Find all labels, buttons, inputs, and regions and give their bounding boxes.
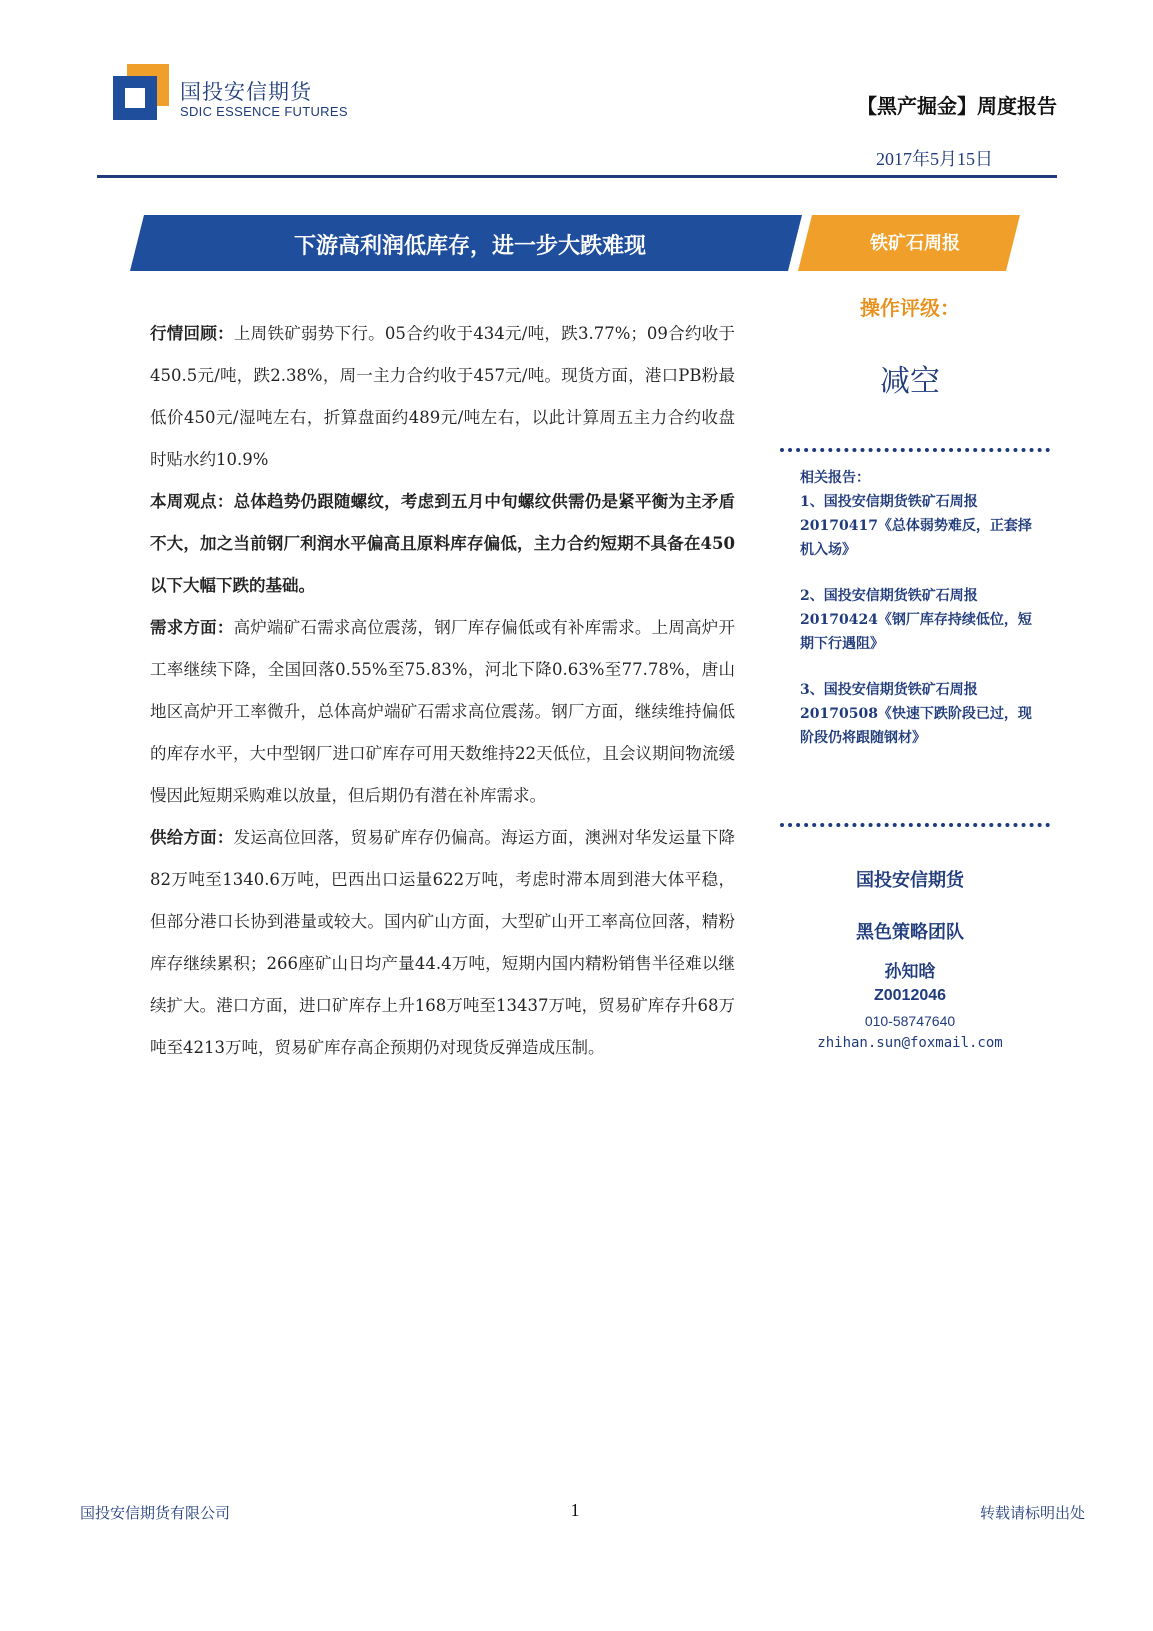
rating-value: 减空 — [880, 364, 940, 399]
related-reports — [800, 466, 1045, 750]
demand-paragraph — [150, 607, 735, 817]
logo-company-name: 国投安信期货 — [180, 80, 312, 104]
related-report-item[interactable] — [800, 490, 1045, 562]
related-report-source: 2、国投安信期货铁矿石周报 — [800, 588, 978, 604]
related-report-title: 20170508《快速下跌阶段已过，现阶段仍将跟随钢材》 — [800, 706, 1032, 746]
weekly-view-paragraph — [150, 481, 735, 607]
sidebar-divider — [780, 823, 1050, 827]
section-label: 需求方面： — [150, 618, 234, 637]
company-logo-icon — [113, 64, 169, 120]
sidebar-divider — [780, 448, 1050, 452]
section-text: 发运高位回落，贸易矿库存仍偏高。海运方面，澳洲对华发运量下降82万吨至1340.6万吨，巴西出口运量622万吨，考虑时滞本周到港大体平稳，但部分港口长协到港量或较大。国内矿山方面，大型矿山开工率高位回落，精粉库存继续累积；266座矿山日均产量44.4万吨，短期内国内精粉销售半径难以继续扩大。港口方面，进口矿库存上升168万吨至13437万吨，贸易矿库存升68万吨至4213万吨，贸易矿库存高企预期仍对现货反弹造成压制。 — [150, 828, 736, 1057]
section-text: 上周铁矿弱势下行。05合约收于434元/吨，跌3.77%；09合约收于450.5元/吨，跌2.38%，周一主力合约收于457元/吨。现货方面，港口PB粉最低价450元/湿吨左右，折算盘面约489元/吨左右，以此计算周五主力合约收盘时贴水约10.9% — [150, 324, 735, 469]
related-reports-title: 相关报告： — [800, 470, 870, 486]
team-group: 黑色策略团队 — [856, 922, 964, 943]
footer-notice: 转载请标明出处 — [979, 1504, 1085, 1522]
section-text: 高炉端矿石需求高位震荡，钢厂库存偏低或有补库需求。上周高炉开工率继续下降，全国回落0.55%至75.83%，河北下降0.63%至77.78%，唐山地区高炉开工率微升，总体高炉端矿石需求高位震荡。钢厂方面，继续维持偏低的库存水平，大中型钢厂进口矿库存可用天数维持22天低位，且会议期间物流缓慢因此短期采购难以放量，但后期仍有潜在补库需求。 — [150, 618, 736, 805]
page-number: 1 — [570, 1500, 580, 1520]
header-divider — [97, 175, 1057, 178]
footer-company: 国投安信期货有限公司 — [80, 1504, 231, 1522]
logo-english-name: SDIC ESSENCE FUTURES — [180, 104, 348, 119]
section-label: 供给方面： — [150, 828, 234, 847]
analyst-license: Z0012046 — [873, 987, 947, 1004]
report-category-tag: 铁矿石周报 — [870, 233, 960, 254]
related-report-title: 20170417《总体弱势难反，正套择机入场》 — [800, 518, 1032, 558]
analyst-name: 孙知晗 — [884, 962, 936, 982]
related-report-title: 20170424《钢厂库存持续低位，短期下行遇阻》 — [800, 612, 1032, 652]
section-label: 本周观点： — [150, 492, 234, 511]
related-report-source: 3、国投安信期货铁矿石周报 — [800, 682, 978, 698]
analyst-phone: 010-58747640 — [864, 1013, 956, 1029]
rating-label: 操作评级： — [860, 296, 960, 320]
related-report-source: 1、国投安信期货铁矿石周报 — [800, 494, 978, 510]
market-review-paragraph — [150, 313, 735, 481]
section-text: 总体趋势仍跟随螺纹，考虑到五月中旬螺纹供需仍是紧平衡为主矛盾不大，加之当前钢厂利润水平偏高且原料库存偏低，主力合约短期不具备在450以下大幅下跌的基础。 — [150, 492, 736, 595]
supply-paragraph — [150, 817, 735, 1069]
report-headline: 下游高利润低库存，进一步大跌难现 — [293, 233, 646, 259]
related-report-item[interactable] — [800, 584, 1045, 656]
research-team — [790, 866, 1030, 1054]
team-company: 国投安信期货 — [856, 870, 964, 891]
analyst-email[interactable]: zhihan.sun@foxmail.com — [817, 1035, 1003, 1051]
related-report-item[interactable] — [800, 678, 1045, 750]
report-date: 2017年5月15日 — [876, 149, 993, 169]
section-label: 行情回顾： — [150, 324, 234, 343]
report-series-title: 【黑产掘金】周度报告 — [857, 94, 1057, 118]
report-body — [150, 313, 735, 1069]
